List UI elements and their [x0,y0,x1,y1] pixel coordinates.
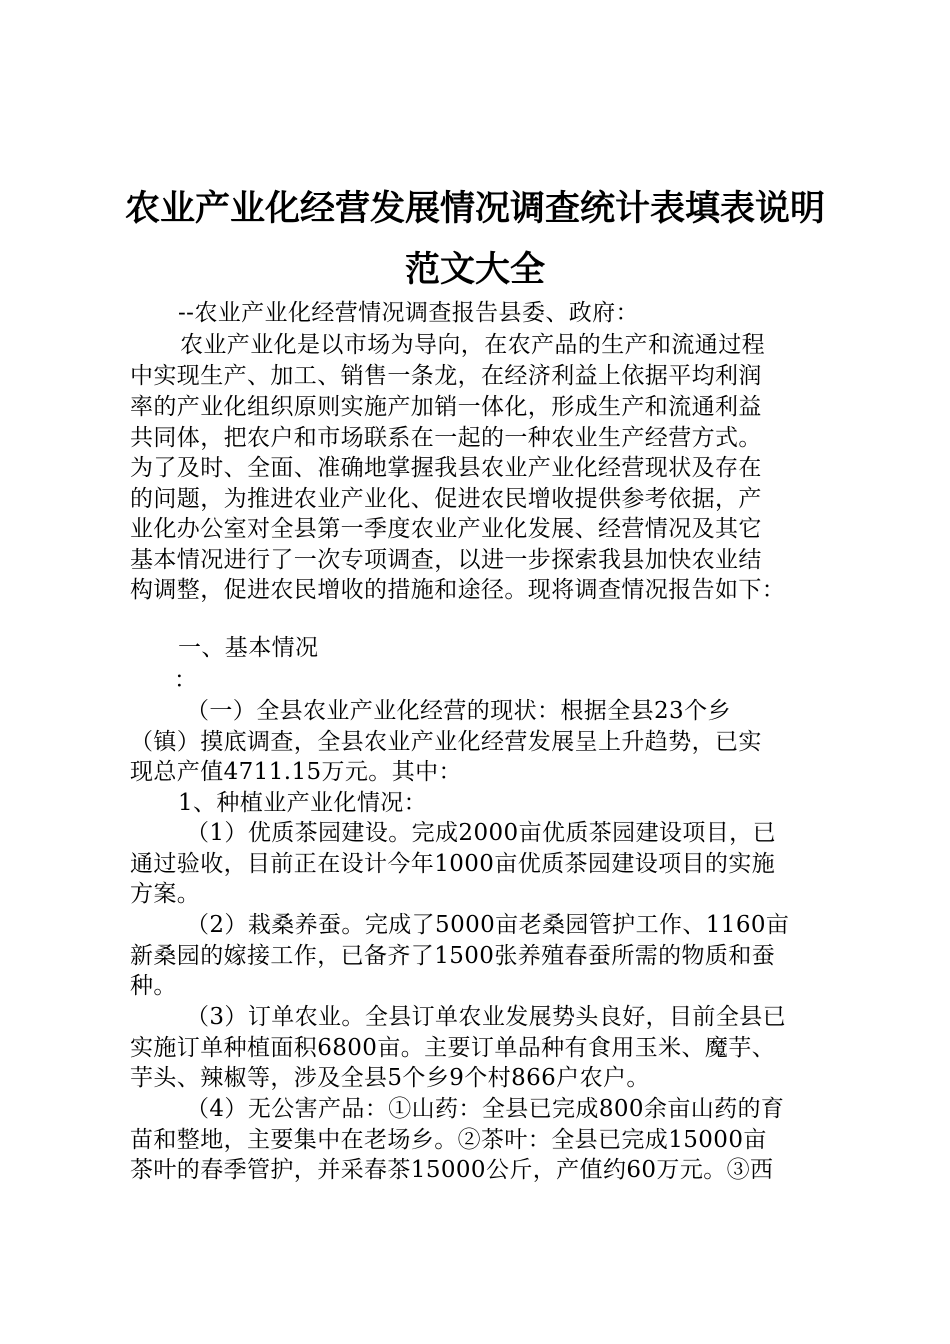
paragraph-line: （1）优质茶园建设。完成2000亩优质茶园建设项目，已 [186,820,776,846]
document-title-line-2: 范文大全 [404,250,545,290]
paragraph-line: 通过验收，目前正在设计今年1000亩优质茶园建设项目的实施 [130,851,776,877]
paragraph-line: 的问题，为推进农业产业化、促进农民增收提供参考依据，产 [130,486,762,512]
paragraph-line: 农业产业化是以市场为导向，在农产品的生产和流通过程 [180,332,765,358]
paragraph-line: 新桑园的嫁接工作，已备齐了1500张养殖春蚕所需的物质和蚕 [130,943,776,969]
paragraph-line: 率的产业化组织原则实施产加销一体化，形成生产和流通利益 [130,394,762,420]
paragraph-line: 茶叶的春季管护，并采春茶15000公斤，产值约60万元。③西 [130,1157,774,1183]
subtitle-line: --农业产业化经营情况调查报告县委、政府： [178,300,639,326]
paragraph-line: 现总产值4711.15万元。其中： [130,759,462,785]
paragraph-line: 构调整，促进农民增收的措施和途径。现将调查情况报告如下： [130,577,786,603]
paragraph-line: 种。 [130,973,177,999]
paragraph-line: （4）无公害产品：①山药：全县已完成800余亩山药的育 [186,1096,785,1122]
paragraph-line: 共同体，把农户和市场联系在一起的一种农业生产经营方式。 [130,425,762,451]
paragraph-line: （3）订单农业。全县订单农业发展势头良好，目前全县已 [186,1004,787,1030]
section-heading: 一、基本情况 [178,635,319,661]
paragraph-line: （镇）摸底调查，全县农业产业化经营发展呈上升趋势，已实 [130,729,762,755]
paragraph-line: 苗和整地，主要集中在老场乡。②茶叶：全县已完成15000亩 [130,1127,767,1153]
document-title-line-1: 农业产业化经营发展情况调查统计表填表说明 [124,189,825,229]
paragraph-line: 业化办公室对全县第一季度农业产业化发展、经营情况及其它 [130,516,762,542]
paragraph-line: （一）全县农业产业化经营的现状：根据全县23个乡 [186,698,731,724]
paragraph-line: 为了及时、全面、准确地掌握我县农业产业化经营现状及存在 [130,455,762,481]
paragraph-line: 芋头、辣椒等，涉及全县5个乡9个村866户农户。 [130,1065,650,1091]
paragraph-line: 中实现生产、加工、销售一条龙，在经济利益上依据平均利润 [130,363,762,389]
paragraph-line: 方案。 [130,881,201,907]
section-colon: ： [174,667,198,693]
paragraph-line: 实施订单种植面积6800亩。主要订单品种有食用玉米、魔芋、 [130,1035,776,1061]
subsection-heading: 1、种植业产业化情况： [178,790,428,816]
paragraph-line: 基本情况进行了一次专项调查，以进一步探索我县加快农业结 [130,547,762,573]
paragraph-line: （2）栽桑养蚕。完成了5000亩老桑园管护工作、1160亩 [186,912,790,938]
